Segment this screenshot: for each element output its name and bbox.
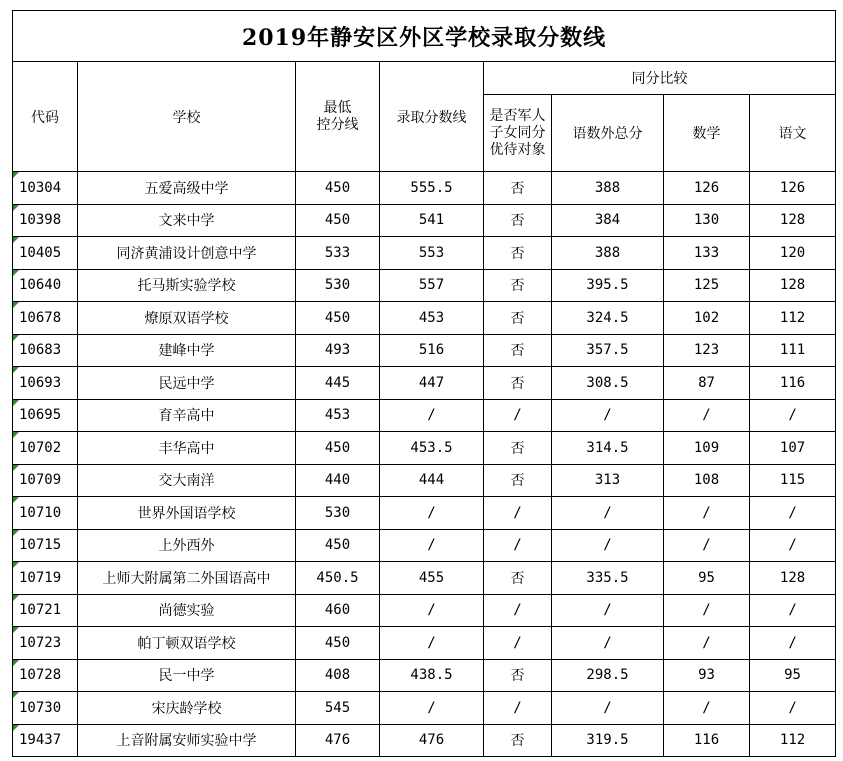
cell-total: / bbox=[552, 627, 664, 660]
cell-min-control: 450 bbox=[296, 432, 380, 465]
table-row bbox=[13, 367, 836, 400]
cell-math: / bbox=[664, 627, 750, 660]
cell-admit-line: 438.5 bbox=[380, 659, 484, 692]
cell-total: / bbox=[552, 497, 664, 530]
cell-school: 同济黄浦设计创意中学 bbox=[78, 237, 296, 270]
table-row bbox=[13, 594, 836, 627]
cell-school: 上音附属安师实验中学 bbox=[78, 724, 296, 757]
table-row bbox=[13, 172, 836, 205]
cell-code bbox=[13, 269, 78, 302]
cell-marker-triangle bbox=[13, 725, 19, 731]
code-text: 10723 bbox=[19, 634, 62, 651]
cell-total: 388 bbox=[552, 237, 664, 270]
cell-school: 托马斯实验学校 bbox=[78, 269, 296, 302]
table-row bbox=[13, 302, 836, 335]
cell-min-control: 453 bbox=[296, 399, 380, 432]
cell-code bbox=[13, 237, 78, 270]
cell-school: 世界外国语学校 bbox=[78, 497, 296, 530]
cell-chinese: / bbox=[750, 627, 836, 660]
table-row bbox=[13, 269, 836, 302]
code-text: 19437 bbox=[19, 732, 62, 749]
cell-admit-line: 555.5 bbox=[380, 172, 484, 205]
code-text: 10709 bbox=[19, 472, 62, 489]
cell-code bbox=[13, 594, 78, 627]
cell-total: 324.5 bbox=[552, 302, 664, 335]
header-min-control: 最低 控分线 bbox=[296, 62, 380, 172]
cell-admit-line: 453 bbox=[380, 302, 484, 335]
cell-military: / bbox=[484, 529, 552, 562]
code-text: 10640 bbox=[19, 277, 62, 294]
cell-math: 109 bbox=[664, 432, 750, 465]
cell-admit-line: 553 bbox=[380, 237, 484, 270]
score-table-container bbox=[12, 10, 835, 757]
cell-admit-line: / bbox=[380, 529, 484, 562]
cell-chinese: / bbox=[750, 692, 836, 725]
cell-admit-line: 541 bbox=[380, 204, 484, 237]
cell-chinese: 112 bbox=[750, 302, 836, 335]
cell-school: 上师大附属第二外国语高中 bbox=[78, 562, 296, 595]
code-text: 10721 bbox=[19, 602, 62, 619]
table-row bbox=[13, 237, 836, 270]
cell-marker-triangle bbox=[13, 465, 19, 471]
cell-school: 民一中学 bbox=[78, 659, 296, 692]
header-admit-line: 录取分数线 bbox=[380, 62, 484, 172]
cell-min-control: 450 bbox=[296, 627, 380, 660]
cell-marker-triangle bbox=[13, 595, 19, 601]
cell-math: / bbox=[664, 497, 750, 530]
cell-chinese: / bbox=[750, 529, 836, 562]
cell-school: 燎原双语学校 bbox=[78, 302, 296, 335]
cell-total: 384 bbox=[552, 204, 664, 237]
cell-math: / bbox=[664, 529, 750, 562]
header-school: 学校 bbox=[78, 62, 296, 172]
cell-math: 93 bbox=[664, 659, 750, 692]
cell-admit-line: 447 bbox=[380, 367, 484, 400]
cell-total: 319.5 bbox=[552, 724, 664, 757]
cell-military: 否 bbox=[484, 269, 552, 302]
code-text: 10678 bbox=[19, 309, 62, 326]
cell-marker-triangle bbox=[13, 205, 19, 211]
cell-admit-line: / bbox=[380, 692, 484, 725]
cell-min-control: 440 bbox=[296, 464, 380, 497]
cell-code bbox=[13, 692, 78, 725]
table-row bbox=[13, 724, 836, 757]
cell-admit-line: / bbox=[380, 399, 484, 432]
cell-code bbox=[13, 367, 78, 400]
cell-code bbox=[13, 172, 78, 205]
table-body bbox=[13, 172, 836, 757]
cell-school: 交大南洋 bbox=[78, 464, 296, 497]
code-text: 10715 bbox=[19, 537, 62, 554]
cell-marker-triangle bbox=[13, 270, 19, 276]
cell-code bbox=[13, 497, 78, 530]
cell-admit-line: 516 bbox=[380, 334, 484, 367]
admission-score-table bbox=[12, 10, 836, 757]
cell-total: 335.5 bbox=[552, 562, 664, 595]
table-row bbox=[13, 692, 836, 725]
cell-code bbox=[13, 562, 78, 595]
cell-chinese: 112 bbox=[750, 724, 836, 757]
cell-marker-triangle bbox=[13, 530, 19, 536]
cell-min-control: 450 bbox=[296, 529, 380, 562]
cell-total: 395.5 bbox=[552, 269, 664, 302]
cell-military: 否 bbox=[484, 334, 552, 367]
cell-min-control: 530 bbox=[296, 269, 380, 302]
code-text: 10398 bbox=[19, 212, 62, 229]
code-text: 10683 bbox=[19, 342, 62, 359]
cell-code bbox=[13, 464, 78, 497]
cell-school: 丰华高中 bbox=[78, 432, 296, 465]
cell-school: 宋庆龄学校 bbox=[78, 692, 296, 725]
cell-admit-line: 453.5 bbox=[380, 432, 484, 465]
cell-marker-triangle bbox=[13, 400, 19, 406]
cell-min-control: 445 bbox=[296, 367, 380, 400]
cell-school: 育辛高中 bbox=[78, 399, 296, 432]
cell-chinese: 128 bbox=[750, 204, 836, 237]
cell-code bbox=[13, 432, 78, 465]
cell-min-control: 530 bbox=[296, 497, 380, 530]
cell-math: 102 bbox=[664, 302, 750, 335]
cell-marker-triangle bbox=[13, 237, 19, 243]
cell-code bbox=[13, 334, 78, 367]
cell-school: 五爱高级中学 bbox=[78, 172, 296, 205]
cell-military: / bbox=[484, 692, 552, 725]
cell-total: 357.5 bbox=[552, 334, 664, 367]
cell-math: 125 bbox=[664, 269, 750, 302]
cell-chinese: / bbox=[750, 594, 836, 627]
code-text: 10695 bbox=[19, 407, 62, 424]
table-row bbox=[13, 464, 836, 497]
cell-marker-triangle bbox=[13, 432, 19, 438]
cell-total: / bbox=[552, 399, 664, 432]
cell-math: 123 bbox=[664, 334, 750, 367]
cell-admit-line: 476 bbox=[380, 724, 484, 757]
cell-school: 帕丁顿双语学校 bbox=[78, 627, 296, 660]
cell-marker-triangle bbox=[13, 660, 19, 666]
cell-military: 否 bbox=[484, 367, 552, 400]
cell-math: 126 bbox=[664, 172, 750, 205]
cell-min-control: 450 bbox=[296, 172, 380, 205]
cell-math: 116 bbox=[664, 724, 750, 757]
cell-math: 95 bbox=[664, 562, 750, 595]
code-text: 10719 bbox=[19, 569, 62, 586]
cell-total: 313 bbox=[552, 464, 664, 497]
table-row bbox=[13, 627, 836, 660]
cell-code bbox=[13, 529, 78, 562]
cell-total: 298.5 bbox=[552, 659, 664, 692]
cell-military: 否 bbox=[484, 724, 552, 757]
code-text: 10730 bbox=[19, 699, 62, 716]
cell-admit-line: 444 bbox=[380, 464, 484, 497]
cell-military: 否 bbox=[484, 659, 552, 692]
cell-marker-triangle bbox=[13, 367, 19, 373]
cell-min-control: 450 bbox=[296, 204, 380, 237]
cell-marker-triangle bbox=[13, 497, 19, 503]
code-text: 10728 bbox=[19, 667, 62, 684]
cell-chinese: 107 bbox=[750, 432, 836, 465]
cell-marker-triangle bbox=[13, 627, 19, 633]
cell-military: 否 bbox=[484, 432, 552, 465]
cell-math: / bbox=[664, 692, 750, 725]
cell-school: 尚德实验 bbox=[78, 594, 296, 627]
code-text: 10304 bbox=[19, 179, 62, 196]
cell-total: / bbox=[552, 529, 664, 562]
cell-military: 否 bbox=[484, 172, 552, 205]
cell-code bbox=[13, 204, 78, 237]
cell-military: 否 bbox=[484, 562, 552, 595]
cell-min-control: 450 bbox=[296, 302, 380, 335]
cell-min-control: 460 bbox=[296, 594, 380, 627]
cell-admit-line: / bbox=[380, 497, 484, 530]
header-math: 数学 bbox=[664, 95, 750, 172]
cell-marker-triangle bbox=[13, 172, 19, 178]
header-chinese: 语文 bbox=[750, 95, 836, 172]
cell-marker-triangle bbox=[13, 562, 19, 568]
code-text: 10702 bbox=[19, 439, 62, 456]
table-row bbox=[13, 432, 836, 465]
cell-math: / bbox=[664, 594, 750, 627]
table-row bbox=[13, 204, 836, 237]
cell-min-control: 476 bbox=[296, 724, 380, 757]
header-code: 代码 bbox=[13, 62, 78, 172]
cell-chinese: / bbox=[750, 399, 836, 432]
cell-school: 民远中学 bbox=[78, 367, 296, 400]
cell-military: / bbox=[484, 594, 552, 627]
cell-chinese: / bbox=[750, 497, 836, 530]
cell-admit-line: 455 bbox=[380, 562, 484, 595]
table-row bbox=[13, 659, 836, 692]
cell-code bbox=[13, 659, 78, 692]
cell-marker-triangle bbox=[13, 692, 19, 698]
cell-total: 308.5 bbox=[552, 367, 664, 400]
cell-school: 文来中学 bbox=[78, 204, 296, 237]
cell-military: 否 bbox=[484, 302, 552, 335]
cell-min-control: 533 bbox=[296, 237, 380, 270]
cell-min-control: 545 bbox=[296, 692, 380, 725]
header-total: 语数外总分 bbox=[552, 95, 664, 172]
cell-math: / bbox=[664, 399, 750, 432]
header-military: 是否军人 子女同分 优待对象 bbox=[484, 95, 552, 172]
cell-total: 388 bbox=[552, 172, 664, 205]
table-row bbox=[13, 399, 836, 432]
cell-chinese: 111 bbox=[750, 334, 836, 367]
cell-school: 建峰中学 bbox=[78, 334, 296, 367]
code-text: 10710 bbox=[19, 504, 62, 521]
cell-math: 87 bbox=[664, 367, 750, 400]
cell-military: / bbox=[484, 627, 552, 660]
cell-min-control: 450.5 bbox=[296, 562, 380, 595]
cell-math: 133 bbox=[664, 237, 750, 270]
cell-chinese: 116 bbox=[750, 367, 836, 400]
cell-min-control: 493 bbox=[296, 334, 380, 367]
cell-total: / bbox=[552, 594, 664, 627]
cell-military: 否 bbox=[484, 204, 552, 237]
cell-admit-line: / bbox=[380, 627, 484, 660]
cell-min-control: 408 bbox=[296, 659, 380, 692]
cell-code bbox=[13, 399, 78, 432]
table-row bbox=[13, 334, 836, 367]
cell-code bbox=[13, 302, 78, 335]
cell-admit-line: / bbox=[380, 594, 484, 627]
cell-chinese: 126 bbox=[750, 172, 836, 205]
cell-chinese: 120 bbox=[750, 237, 836, 270]
cell-military: / bbox=[484, 399, 552, 432]
cell-admit-line: 557 bbox=[380, 269, 484, 302]
cell-marker-triangle bbox=[13, 335, 19, 341]
cell-chinese: 128 bbox=[750, 562, 836, 595]
code-text: 10405 bbox=[19, 244, 62, 261]
cell-marker-triangle bbox=[13, 302, 19, 308]
cell-school: 上外西外 bbox=[78, 529, 296, 562]
table-row bbox=[13, 529, 836, 562]
cell-military: 否 bbox=[484, 464, 552, 497]
code-text: 10693 bbox=[19, 374, 62, 391]
header-same-score-group: 同分比较 bbox=[484, 62, 836, 95]
cell-chinese: 128 bbox=[750, 269, 836, 302]
cell-military: 否 bbox=[484, 237, 552, 270]
cell-math: 130 bbox=[664, 204, 750, 237]
cell-total: / bbox=[552, 692, 664, 725]
page-title: 2019年静安区外区学校录取分数线 bbox=[13, 11, 836, 62]
cell-code bbox=[13, 627, 78, 660]
cell-chinese: 115 bbox=[750, 464, 836, 497]
cell-chinese: 95 bbox=[750, 659, 836, 692]
cell-code bbox=[13, 724, 78, 757]
cell-total: 314.5 bbox=[552, 432, 664, 465]
cell-math: 108 bbox=[664, 464, 750, 497]
table-row bbox=[13, 497, 836, 530]
cell-military: / bbox=[484, 497, 552, 530]
table-row bbox=[13, 562, 836, 595]
